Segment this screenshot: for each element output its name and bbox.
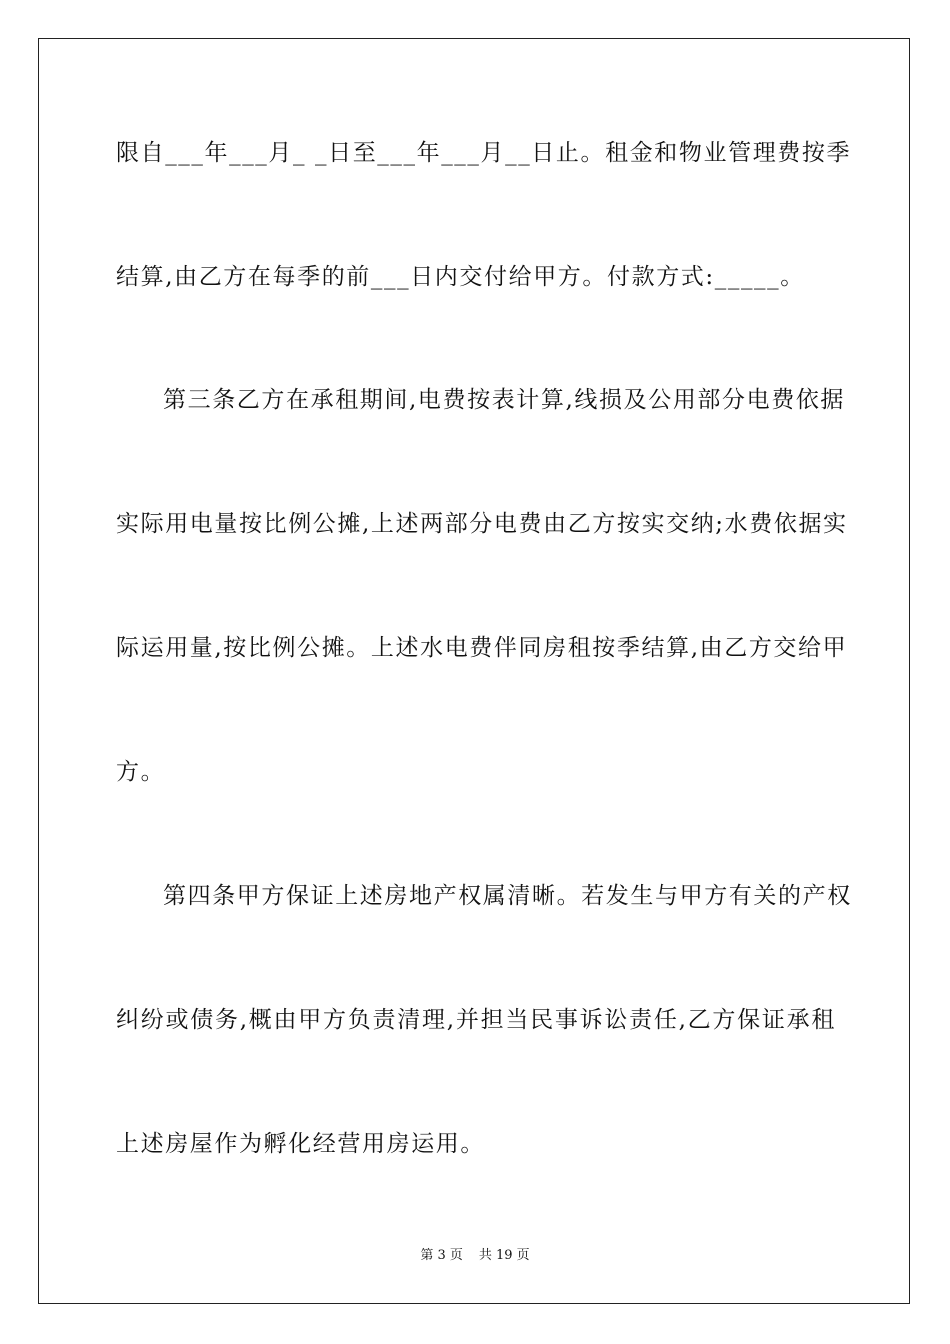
page-number: 第 3 页 <box>420 1248 463 1263</box>
paragraph-article-3-line-1: 第三条乙方在承租期间,电费按表计算,线损及公用部分电费依据 <box>163 387 846 413</box>
paragraph-article-4-line-2: 纠纷或债务,概由甲方负责清理,并担当民事诉讼责任,乙方保证承租 <box>116 1007 836 1033</box>
paragraph-article-4-line-1: 第四条甲方保证上述房地产权属清晰。若发生与甲方有关的产权 <box>163 883 852 909</box>
text-line-1: 限自___年___月_ _日至___年___月__日止。租金和物业管理费按季 <box>116 140 852 166</box>
paragraph-article-3-line-4: 方。 <box>116 759 166 785</box>
text-line-2: 结算,由乙方在每季的前___日内交付给甲方。付款方式:_____。 <box>116 264 805 290</box>
page-frame <box>38 38 910 1304</box>
paragraph-article-3-line-2: 实际用电量按比例公摊,上述两部分电费由乙方按实交纳;水费依据实 <box>116 511 848 537</box>
paragraph-article-4-line-3: 上述房屋作为孵化经营用房运用。 <box>116 1131 485 1157</box>
paragraph-article-3-line-3: 际运用量,按比例公摊。上述水电费伴同房租按季结算,由乙方交给甲 <box>116 635 848 661</box>
page-footer <box>0 1247 950 1265</box>
page-total: 共 19 页 <box>478 1248 530 1263</box>
